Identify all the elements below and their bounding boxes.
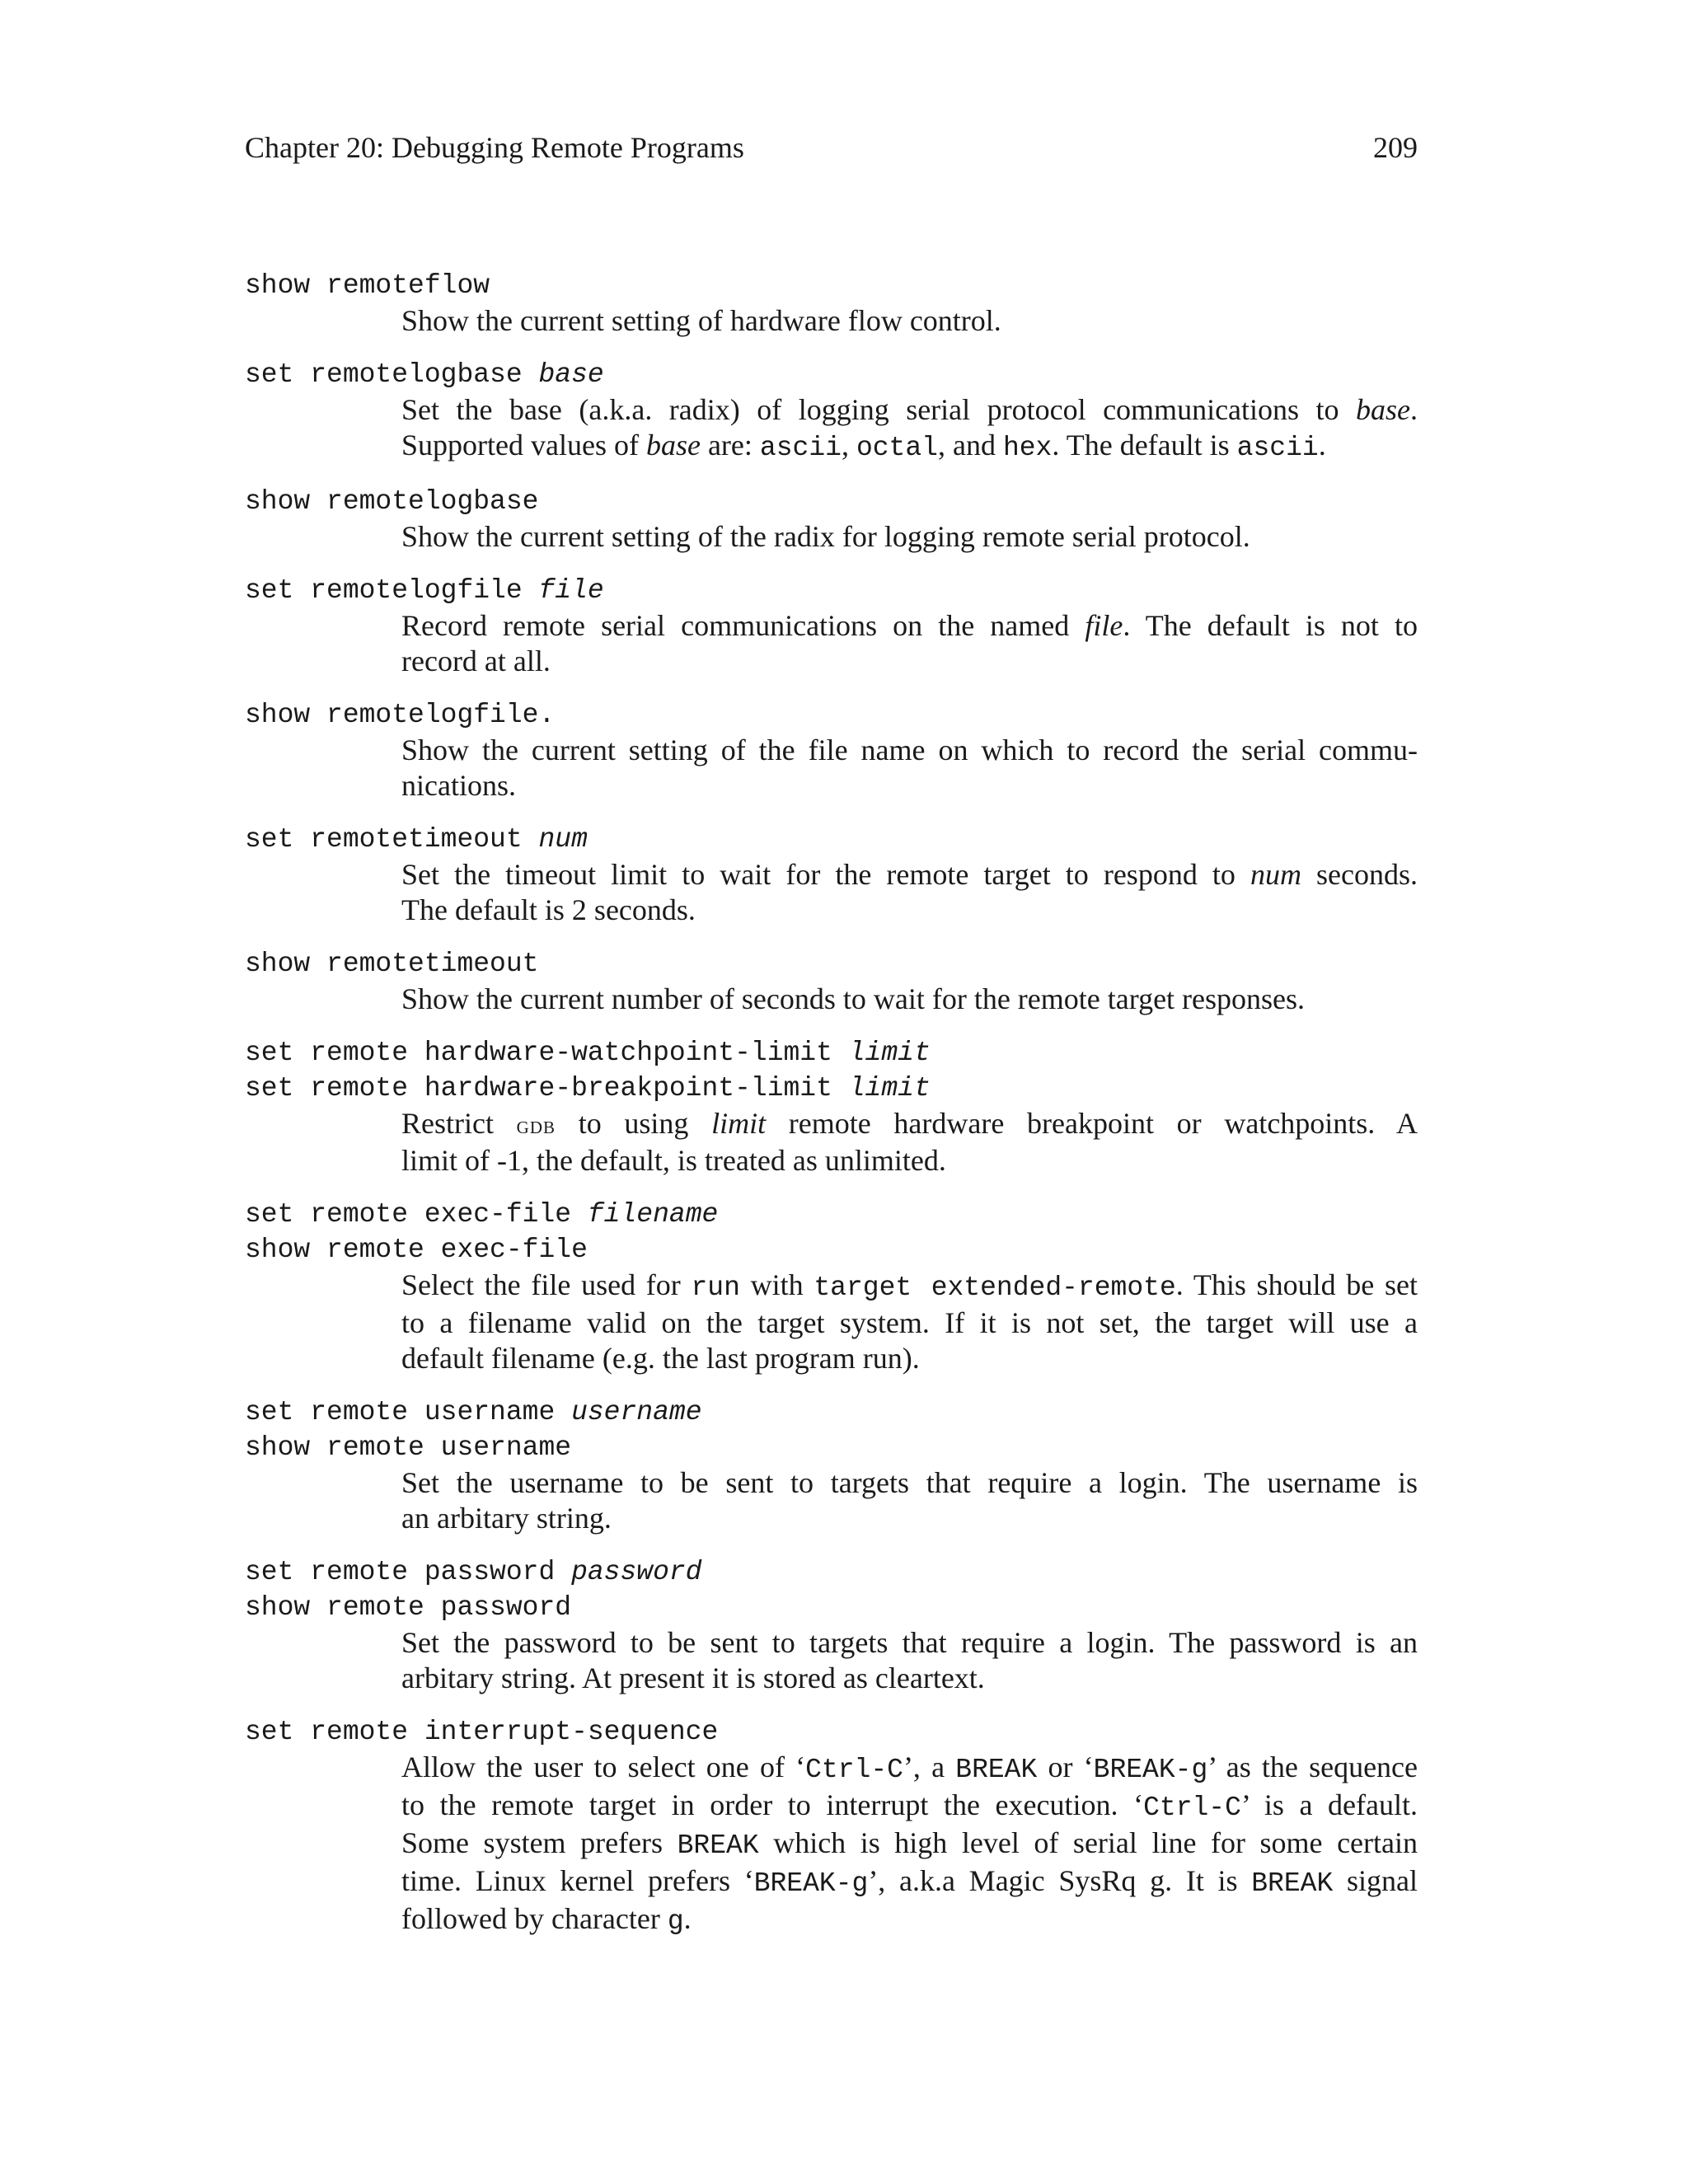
page-number: 209 [1373,131,1418,164]
running-head [245,128,1418,167]
emphasis: num [1250,858,1301,891]
chapter-title: Chapter 20: Debugging Remote Programs [245,131,744,164]
command-description [401,733,1418,804]
command-text: show remotelogfile. [245,700,556,730]
command-term [245,268,1418,303]
inline-code: BREAK-g [1093,1755,1208,1785]
definition-entry [245,268,1418,339]
command-text: set remote hardware-breakpoint-limit [245,1073,849,1104]
description-line: Show the current number of seconds to wait for the remote target responses. [401,982,1306,1015]
command-argument: filename [587,1199,719,1230]
inline-code: BREAK [955,1755,1038,1785]
command-text: show remote password [245,1592,572,1623]
command-text: set remote username [245,1397,572,1427]
command-term [245,1714,1418,1750]
description-line: Supported values of base are: ascii, octal, and hex. The default is ascii. [401,429,1326,463]
description-line: Show the current setting of the radix for logging remote serial protocol. [401,520,1250,553]
description-line: nications. [401,769,516,802]
command-term [245,1430,1418,1465]
command-term [245,1071,1418,1106]
command-argument: file [538,575,604,606]
command-term [245,1197,1418,1232]
emphasis: base [645,429,701,462]
description-line: time. Linux kernel prefers ‘BREAK-g’, a.k.a Magic SysRq g. It is BREAK signal [401,1864,1418,1899]
inline-code: target extended-remote [814,1272,1176,1303]
emphasis: file [1085,609,1123,642]
inline-code: Ctrl-C [805,1755,903,1785]
description-line: Allow the user to select one of ‘Ctrl-C’, a BREAK or ‘BREAK-g’ as the sequence [401,1750,1418,1785]
description-line: Some system prefers BREAK which is high level of serial line for some certain [401,1826,1418,1861]
command-argument: limit [848,1038,931,1068]
description-line: Set the timeout limit to wait for the remote target to respond to num seconds. [401,858,1418,891]
description-line: Show the current setting of hardware flow control. [401,304,1001,337]
inline-code: ascii [759,433,842,463]
command-description [401,608,1418,679]
emphasis: base [1356,393,1410,426]
command-term [245,357,1418,392]
description-line: limit of -1, the default, is treated as unlimited. [401,1144,946,1177]
command-term [245,484,1418,519]
command-description [401,1268,1418,1376]
description-line: followed by character g. [401,1902,692,1937]
command-text: set remotetimeout [245,824,539,855]
description-line: Set the password to be sent to targets that require a login. The password is an [401,1626,1418,1659]
definition-entry [245,357,1418,466]
definition-entry [245,1394,1418,1536]
inline-code: g [667,1906,684,1937]
command-term [245,697,1418,733]
description-line: Set the username to be sent to targets that require a login. The username is [401,1466,1418,1499]
inline-code: BREAK [1251,1868,1334,1899]
definition-list [245,268,1418,1957]
command-term [245,1035,1418,1071]
command-text: set remote hardware-watchpoint-limit [245,1038,849,1068]
command-description [401,982,1418,1017]
command-argument: password [571,1557,702,1587]
command-text: set remote exec-file [245,1199,588,1230]
inline-code: BREAK [677,1830,759,1861]
definition-entry [245,1714,1418,1939]
command-text: set remote password [245,1557,572,1587]
command-text: set remotelogfile [245,575,539,606]
description-line: to the remote target in order to interrupt the execution. ‘Ctrl-C’ is a default. [401,1788,1418,1823]
inline-code: BREAK-g [753,1868,869,1899]
definition-entry [245,573,1418,679]
command-description [401,303,1418,339]
command-description [401,1750,1418,1939]
command-description [401,392,1418,466]
description-line: record at all. [401,644,551,677]
command-argument: base [538,359,604,390]
definition-entry [245,697,1418,804]
inline-code: run [691,1272,740,1303]
command-term [245,1232,1418,1268]
definition-entry [245,822,1418,928]
command-text: show remote exec-file [245,1235,588,1265]
command-argument: num [538,824,588,855]
command-text: show remote username [245,1432,572,1463]
command-text: show remotelogbase [245,486,539,517]
description-line: Restrict gdb to using limit remote hardware breakpoint or watchpoints. A [401,1107,1418,1140]
command-term [245,573,1418,608]
inline-code: Ctrl-C [1143,1793,1241,1823]
command-term [245,1394,1418,1430]
command-description [401,1106,1418,1179]
command-text: set remote interrupt-sequence [245,1717,719,1747]
description-line: default filename (e.g. the last program run). [401,1342,920,1375]
command-term [245,1554,1418,1590]
inline-code: ascii [1236,433,1319,463]
description-line: Show the current setting of the file name on which to record the serial commu- [401,733,1418,766]
command-argument: username [571,1397,702,1427]
inline-code: octal [856,433,938,463]
description-line: The default is 2 seconds. [401,893,696,926]
command-text: set remotelogbase [245,359,539,390]
emphasis: limit [711,1107,767,1140]
description-line: Record remote serial communications on the named file. The default is not to [401,609,1418,642]
command-term [245,1590,1418,1625]
definition-entry [245,1035,1418,1179]
command-argument: limit [848,1073,931,1104]
description-line: Set the base (a.k.a. radix) of logging serial protocol communications to base. [401,393,1418,426]
command-term [245,822,1418,857]
small-caps: gdb [516,1112,556,1139]
command-description [401,519,1418,555]
command-description [401,1625,1418,1696]
description-line: arbitary string. At present it is stored as cleartext. [401,1661,985,1694]
description-line: Select the file used for run with target extended-remote. This should be set [401,1268,1418,1303]
description-line: to a filename valid on the target system. If it is not set, the target will use a [401,1306,1418,1339]
command-text: show remoteflow [245,270,490,301]
command-description [401,857,1418,928]
definition-entry [245,946,1418,1017]
description-line: an arbitary string. [401,1502,612,1535]
definition-entry [245,484,1418,555]
definition-entry [245,1554,1418,1696]
command-term [245,946,1418,982]
command-text: show remotetimeout [245,949,539,979]
inline-code: hex [1002,433,1053,463]
definition-entry [245,1197,1418,1376]
command-description [401,1465,1418,1536]
